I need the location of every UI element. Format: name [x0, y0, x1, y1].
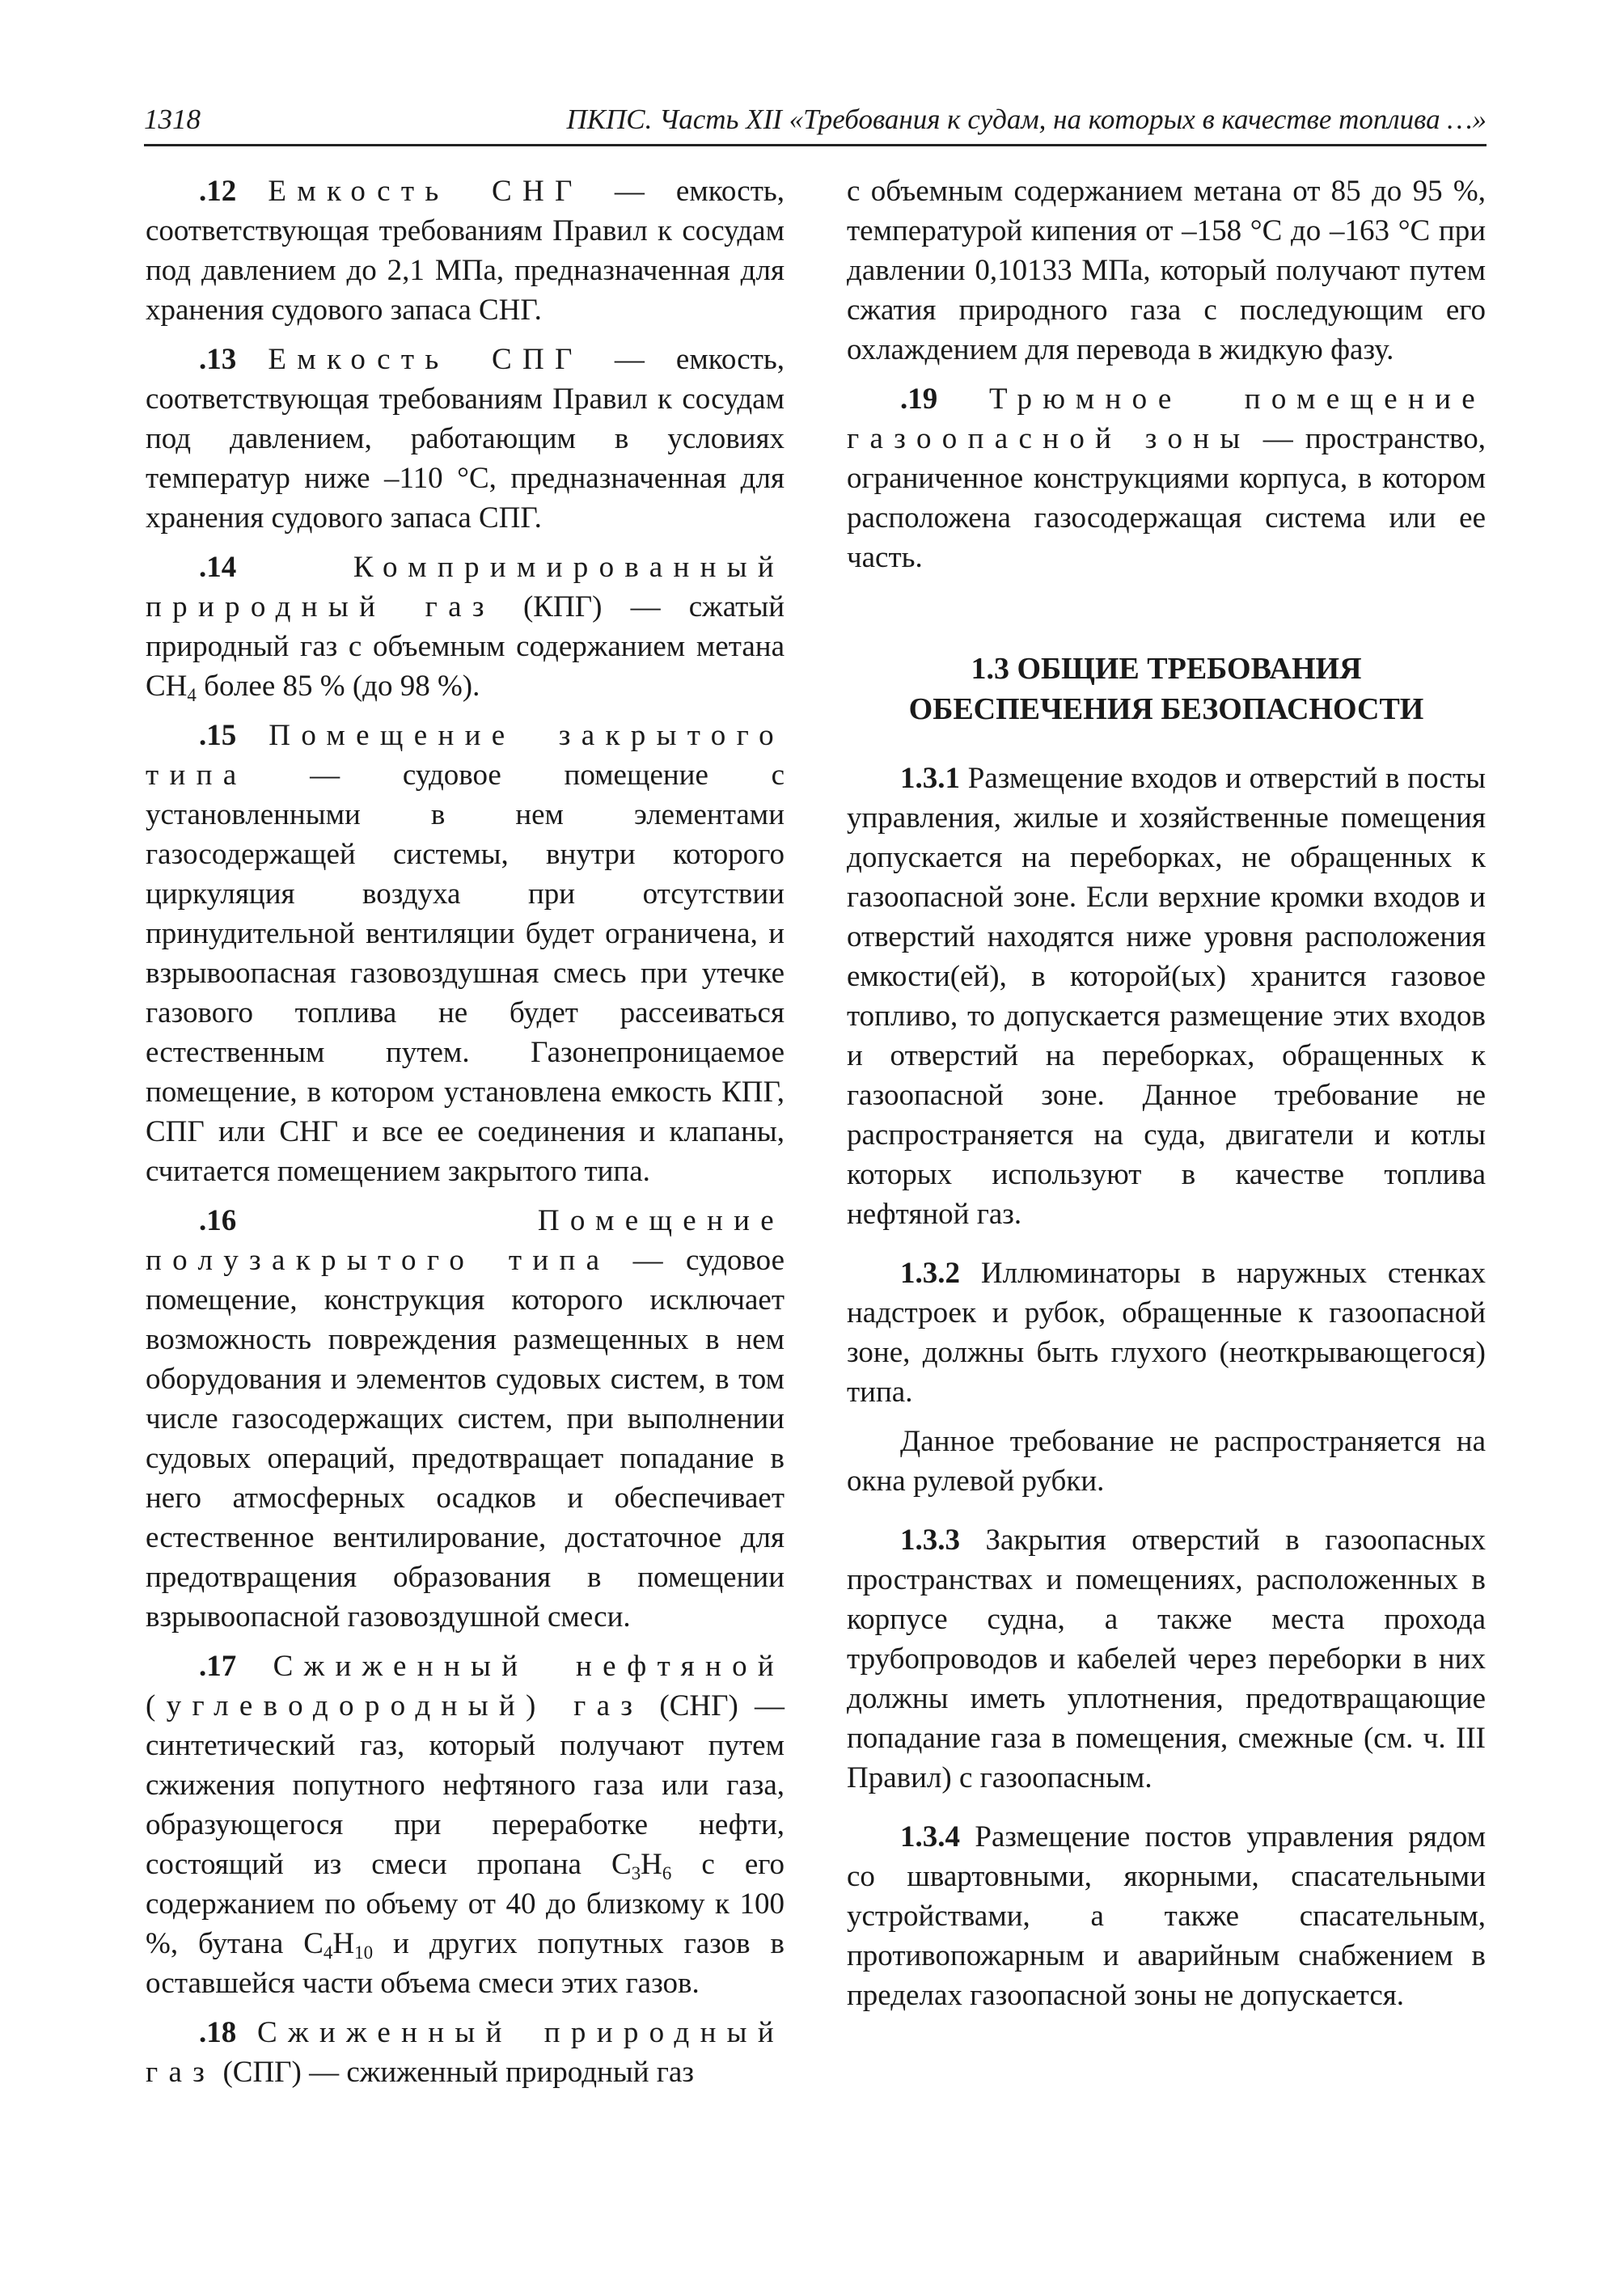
- paragraph-number: 1.3.3: [900, 1524, 960, 1557]
- definition-12: [146, 171, 785, 330]
- term: Сжиженный природный газ: [146, 2016, 785, 2089]
- term: Сжиженный нефтяной (углеводородный) газ: [146, 1650, 785, 1722]
- page-number: 1318: [144, 104, 201, 135]
- item-number: .16: [199, 1204, 237, 1237]
- definition-16: [146, 1201, 785, 1637]
- definition-text: и других попутных газов в оставшейся части объема смеси этих газов.: [146, 1927, 785, 2000]
- paragraph-number: 1.3.2: [900, 1257, 960, 1290]
- term: Трюмное помещение газоопасной зоны: [847, 383, 1486, 455]
- item-number: .14: [199, 551, 237, 584]
- subscript: 3: [631, 1862, 641, 1883]
- item-number: .18: [199, 2016, 237, 2049]
- definition-17: [146, 1646, 785, 2003]
- definition-text: — судовое помещение с установленными в нем элементами газосодержащей системы, внутри которого циркуляция воздуха при отсутствии принудительной вентиляции будет ограничена, и взрывоопасная газовоздушная смесь при утечке газового топлива не будет рассеиваться естественным путем. Газонепроницаемое помещение, в котором установлена емкость КПГ, СПГ или СНГ и все ее соединения и клапаны, считается помещением закрытого типа.: [146, 759, 785, 1188]
- item-number: .19: [900, 383, 938, 416]
- definition-text: — пространство, ограниченное конструкциями корпуса, в котором расположена газосодержащая система или ее часть.: [847, 422, 1486, 574]
- term: Емкость СНГ: [268, 175, 583, 208]
- definition-18-continued: с объемным содержанием метана от 85 до 95 %, температурой кипения от –158 °С до –163 °С при давлении 0,10133 МПа, который получают путем сжатия природного газа с последующим его охлаждением для перевода в жидкую фазу.: [847, 175, 1486, 366]
- definition-19: [847, 379, 1486, 577]
- definition-13: [146, 340, 785, 538]
- right-column: [847, 171, 1486, 2025]
- term: Емкость СПГ: [268, 343, 583, 376]
- definition-text: H: [641, 1848, 662, 1881]
- definition-text: (СНГ) — синтетический газ, который получают путем сжижения попутного нефтяного газа или газа, образующегося при переработке нефти, состоящий из смеси пропана C: [146, 1689, 785, 1881]
- term: Помещение полузакрытого типа: [146, 1204, 785, 1277]
- item-number: .13: [199, 343, 237, 376]
- subscript: 6: [662, 1862, 672, 1883]
- paragraph-1-3-2-note: Данное требование не распространяется на окна рулевой рубки.: [847, 1425, 1486, 1498]
- subscript: 10: [354, 1942, 374, 1963]
- paragraph-text: Размещение входов и отверстий в посты управления, жилые и хозяйственные помещения допускается на переборках, не обращенных к газоопасной зоне. Если верхние кромки входов и отверстий находятся ниже уровня расположения емкости(ей), в которой(ых) хранится газовое топливо, то допускается размещение этих входов и отверстий на переборках, обращенных к газоопасной зоне. Данное требование не распространяется на суда, двигатели и котлы которых используют в качестве топлива нефтяной газ.: [847, 762, 1486, 1231]
- definition-text: более 85 % (до 98 %).: [196, 670, 480, 703]
- definition-14: [146, 547, 785, 706]
- section-heading-line: 1.3 ОБЩИЕ ТРЕБОВАНИЯ: [971, 652, 1362, 686]
- running-header: [144, 95, 1487, 146]
- running-title: ПКПС. Часть XII «Требования к судам, на которых в качестве топлива …»: [566, 104, 1487, 135]
- item-number: .17: [199, 1650, 237, 1683]
- paragraph-text: Иллюминаторы в наружных стенках надстроек и рубок, обращенные к газоопасной зоне, должны быть глухого (неоткрывающегося) типа.: [847, 1257, 1486, 1409]
- definition-text: (СПГ) — сжиженный природный газ: [215, 2056, 694, 2089]
- paragraph-1-3-1: [847, 759, 1486, 1234]
- paragraph-number: 1.3.1: [900, 762, 960, 795]
- term: Помещение закрытого типа: [146, 719, 785, 792]
- definition-15: [146, 716, 785, 1191]
- item-number: .12: [199, 175, 237, 208]
- definition-text: (КПГ) — сжатый природный газ с объемным содержанием метана CH: [146, 590, 785, 703]
- subscript: 4: [187, 684, 197, 705]
- definition-text: с его содержанием по объему от 40 до близкому к 100 %, бутана C: [146, 1848, 785, 1960]
- paragraph-number: 1.3.4: [900, 1820, 960, 1854]
- paragraph-text: Закрытия отверстий в газоопасных пространствах и помещениях, расположенных в корпусе судна, а также места прохода трубопроводов и кабелей через переборки в них должны иметь уплотнения, предотвращающие попадание газа в помещения, смежные (см. ч. III Правил) с газоопасным.: [847, 1524, 1486, 1794]
- definition-text: — емкость, соответствующая требованиям Правил к сосудам под давлением, работающим в условиях температур ниже –110 °С, предназначенная для хранения судового запаса СПГ.: [146, 343, 785, 535]
- paragraph-1-3-3: [847, 1520, 1486, 1798]
- subscript: 4: [323, 1942, 333, 1963]
- paragraph-1-3-4: [847, 1817, 1486, 2015]
- item-number: .15: [199, 719, 237, 752]
- paragraph-text: Размещение постов управления рядом со швартовными, якорными, спасательными устройствами, а также спасательным, противопожарным и аварийным снабжением в пределах газоопасной зоны не допускается.: [847, 1820, 1486, 2012]
- section-heading-line: ОБЕСПЕЧЕНИЯ БЕЗОПАСНОСТИ: [908, 692, 1424, 726]
- definition-text: H: [332, 1927, 355, 1960]
- definition-18: [146, 2013, 785, 2092]
- paragraph-1-3-2: [847, 1253, 1486, 1412]
- left-column: [146, 171, 785, 2102]
- definition-text: — емкость, соответствующая требованиям Правил к сосудам под давлением до 2,1 МПа, предназначенная для хранения судового запаса СНГ.: [146, 175, 785, 327]
- section-heading: [847, 649, 1486, 729]
- definition-text: — судовое помещение, конструкция которого исключает возможность повреждения размещенных в нем оборудования и элементов судовых систем, в том числе газосодержащих систем, при выполнении судовых операций, предотвращает попадание в него атмосферных осадков и обеспечивает естественное вентилирование, достаточное для предотвращения образования в помещении взрывоопасной газовоздушной смеси.: [146, 1244, 785, 1634]
- term: Компримированный природный газ: [146, 551, 785, 623]
